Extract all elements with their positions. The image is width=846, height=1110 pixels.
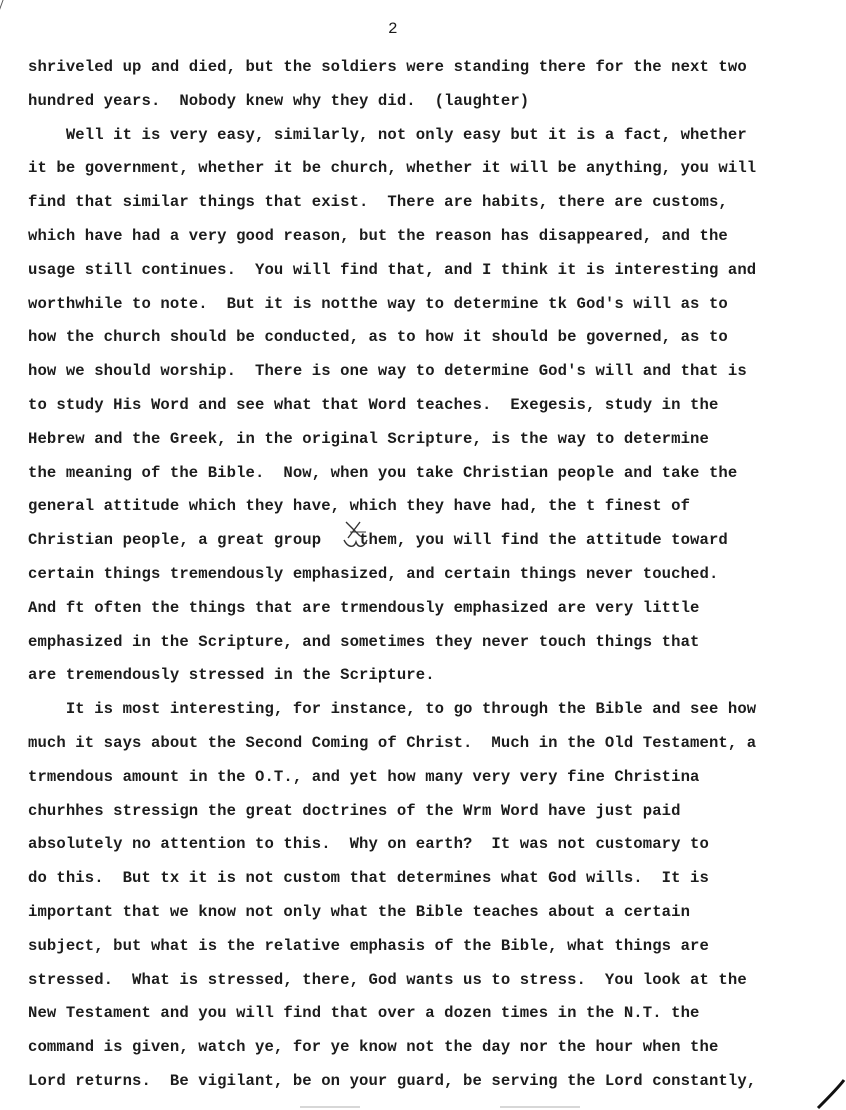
page-number: 2 bbox=[388, 20, 399, 38]
text-line: emphasized in the Scripture, and sometimes they never touch things that bbox=[28, 632, 700, 651]
text-line: do this. But tx it is not custom that determines what God wills. It is bbox=[28, 869, 709, 888]
scan-smudge bbox=[300, 1106, 360, 1108]
handwritten-correction-mark bbox=[340, 518, 370, 552]
text-line: Hebrew and the Greek, in the original Scripture, is the way to determine bbox=[28, 429, 709, 448]
corner-pen-mark bbox=[0, 0, 10, 14]
text-line: And ft often the things that are trmendously emphasized are very little bbox=[28, 598, 700, 617]
text-line: stressed. What is stressed, there, God wants us to stress. You look at the bbox=[28, 970, 747, 989]
text-line: to study His Word and see what that Word teaches. Exegesis, study in the bbox=[28, 395, 719, 414]
text-line: absolutely no attention to this. Why on earth? It was not customary to bbox=[28, 835, 709, 854]
text-line: important that we know not only what the Bible teaches about a certain bbox=[28, 902, 691, 921]
text-line: shriveled up and died, but the soldiers were standing there for the next two bbox=[28, 58, 747, 76]
body-text bbox=[28, 55, 828, 1103]
text-line: churhhes stressign the great doctrines of the Wrm Word have just paid bbox=[28, 801, 681, 820]
text-line: worthwhile to note. But it is notthe way to determine tk God's will as to bbox=[28, 294, 728, 313]
text-line: usage still continues. You will find that, and I think it is interesting and bbox=[28, 260, 757, 279]
text-line: which have had a very good reason, but the reason has disappeared, and the bbox=[28, 226, 728, 245]
text-line: find that similar things that exist. There are habits, there are customs, bbox=[28, 193, 728, 212]
text-line: hundred years. Nobody knew why they did. (laughter) bbox=[28, 91, 530, 110]
text-line: It is most interesting, for instance, to go through the Bible and see how bbox=[28, 700, 757, 719]
text-line: it be government, whether it be church, whether it will be anything, you will bbox=[28, 159, 757, 178]
text-line: trmendous amount in the O.T., and yet how many very very fine Christina bbox=[28, 767, 700, 786]
text-line: Christian people, a great group them, you will find the attitude toward bbox=[28, 531, 728, 550]
text-line: the meaning of the Bible. Now, when you take Christian people and take the bbox=[28, 463, 738, 482]
page-edge-pen-stroke bbox=[814, 1078, 846, 1110]
text-line: Well it is very easy, similarly, not only easy but it is a fact, whether bbox=[28, 125, 747, 144]
text-line: command is given, watch ye, for ye know not the day nor the hour when the bbox=[28, 1038, 719, 1057]
text-line: are tremendously stressed in the Scripture. bbox=[28, 666, 435, 685]
text-line: general attitude which they have, which they have had, the t finest of bbox=[28, 497, 691, 516]
text-line: subject, but what is the relative emphasis of the Bible, what things are bbox=[28, 936, 709, 955]
text-line: how the church should be conducted, as to how it should be governed, as to bbox=[28, 328, 728, 347]
text-line: Lord returns. Be vigilant, be on your guard, be serving the Lord constantly, bbox=[28, 1071, 757, 1090]
text-line: much it says about the Second Coming of Christ. Much in the Old Testament, a bbox=[28, 733, 757, 752]
text-line: New Testament and you will find that over a dozen times in the N.T. the bbox=[28, 1004, 700, 1023]
text-line: how we should worship. There is one way to determine God's will and that is bbox=[28, 362, 747, 381]
text-line: certain things tremendously emphasized, and certain things never touched. bbox=[28, 564, 719, 583]
scan-smudge bbox=[500, 1106, 580, 1108]
